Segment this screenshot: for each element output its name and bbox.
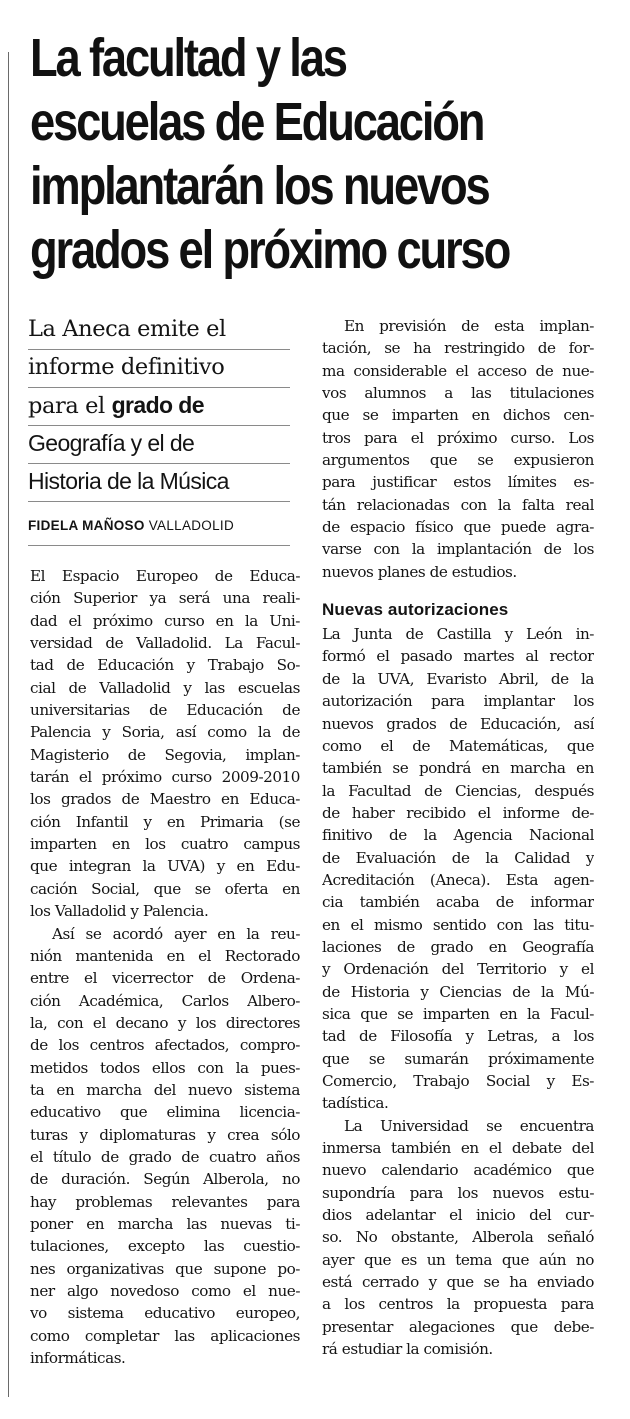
text-line: nuevo calendario académico que	[322, 1161, 594, 1180]
text-line: nuevos planes de estudios.	[322, 562, 517, 581]
text-line: varse con la implantación de los	[322, 540, 594, 559]
text-line: ción Superior ya será una reali-	[30, 589, 300, 608]
text-line: tad de Filosofía y Letras, a los	[322, 1027, 594, 1046]
text-line: de haber recibido el informe de-	[322, 803, 594, 822]
text-line: dios adelantar el inicio del cur-	[322, 1206, 594, 1225]
text-line: los grados de Maestro en Educa-	[30, 790, 300, 809]
lead-line	[28, 464, 290, 502]
text-line: tarán el próximo curso 2009-2010	[30, 768, 300, 787]
text-line: tán relacionadas con la falta real	[322, 495, 594, 514]
text-line: para justificar estos límites es-	[322, 473, 594, 492]
byline-author: FIDELA MAÑOSO	[28, 518, 145, 533]
text-line: que se imparten en dichos cen-	[322, 406, 594, 425]
text-line: dad el próximo curso en la Uni-	[30, 611, 300, 630]
headline-line: escuelas de Educación	[30, 92, 484, 152]
text-line: que se sumarán próximamente	[322, 1049, 594, 1068]
text-line: El Espacio Europeo de Educa-	[30, 567, 300, 585]
text-line: ción Académica, Carlos Albero-	[30, 991, 300, 1010]
text-line: de la UVA, Evaristo Abril, de la	[322, 669, 594, 688]
text-line: también se pondrá en marcha en	[322, 759, 594, 778]
lead-line: La Aneca emite el	[28, 312, 290, 350]
text-line: de los centros afectados, compro-	[30, 1036, 300, 1055]
text-line: nión mantenida en el Rectorado	[30, 946, 300, 965]
headline-line: La facultad y las	[30, 28, 346, 88]
lead-summary	[28, 312, 290, 502]
text-line: tad de Educación y Trabajo So-	[30, 656, 300, 675]
text-line: nes organizativas que supone po-	[30, 1259, 300, 1278]
text-line: Magisterio de Segovia, implan-	[30, 745, 300, 764]
text-line: finitivo de la Agencia Nacional	[322, 826, 594, 845]
lead-sans-text: Geografía y el de	[28, 430, 195, 456]
byline-location: VALLADOLID	[148, 518, 235, 533]
text-line: hay problemas relevantes para	[30, 1192, 300, 1211]
byline	[28, 518, 290, 533]
body-column-2	[322, 315, 594, 1360]
text-line: tación, se ha restringido de for-	[322, 339, 594, 358]
text-line: La Junta de Castilla y León in-	[322, 625, 594, 644]
text-line: rá estudiar la comisión.	[322, 1340, 493, 1359]
body-column-1	[30, 565, 300, 1369]
headline-line: implantarán los nuevos	[30, 156, 489, 216]
text-line: a los centros la propuesta para	[322, 1295, 594, 1314]
lead-text: para el	[28, 393, 112, 419]
text-line: ción Infantil y en Primaria (se	[30, 812, 300, 831]
paragraph	[30, 923, 300, 1370]
byline-rule	[28, 545, 290, 546]
text-line: entre el vicerrector de Ordena-	[30, 969, 300, 988]
text-line: la, con el decano y los directores	[30, 1013, 300, 1032]
text-line: tros para el próximo curso. Los	[322, 428, 594, 447]
text-line: está cerrado y que se ha enviado	[322, 1273, 594, 1292]
text-line: presentar alegaciones que debe-	[322, 1317, 594, 1336]
text-line: Acreditación (Aneca). Esta agen-	[322, 870, 594, 889]
text-line: de Historia y Ciencias de la Mú-	[322, 982, 594, 1001]
text-line: metidos todos ellos con la pues-	[30, 1058, 300, 1077]
text-line: En previsión de esta implan-	[344, 317, 594, 335]
text-line: tadística.	[322, 1094, 389, 1113]
text-line: ner algo novedoso como el nue-	[30, 1282, 300, 1300]
text-line: como el de Matemáticas, que	[322, 736, 594, 755]
text-line: como completar las aplicaciones	[30, 1326, 300, 1345]
text-line: informáticas.	[30, 1349, 126, 1368]
headline-line: grados el próximo curso	[30, 220, 510, 280]
text-line: que integran la UVA) y en Edu-	[30, 857, 300, 876]
lead-line: informe definitivo	[28, 350, 290, 388]
text-line: cia también acaba de informar	[322, 893, 594, 912]
text-line: vo sistema educativo europeo,	[30, 1304, 300, 1323]
text-line: autorización para implantar los	[322, 692, 594, 711]
text-line: universitarias de Educación de	[30, 701, 300, 720]
lead-sans-text: Historia de la Música	[28, 468, 229, 494]
text-line: argumentos que se expusieron	[322, 451, 594, 470]
text-line: de duración. Según Alberola, no	[30, 1170, 300, 1189]
text-line: Palencia y Soria, así como la de	[30, 723, 300, 742]
text-line: poner en marcha las nuevas ti-	[30, 1214, 300, 1233]
text-line: los Valladolid y Palencia.	[30, 902, 209, 921]
section-subheading: Nuevas autorizaciones	[322, 600, 509, 620]
text-line: turas y diplomaturas y crea sólo	[30, 1125, 300, 1144]
text-line: formó el pasado martes al rector	[322, 647, 594, 666]
text-line: en el mismo sentido con las titu-	[322, 915, 594, 934]
text-line: laciones de grado en Geografía	[322, 937, 594, 956]
text-line: ayer que es un tema que aún no	[322, 1250, 594, 1269]
text-line: el título de grado de cuatro años	[30, 1147, 300, 1166]
text-line: y Ordenación del Territorio y el	[322, 960, 594, 979]
paragraph	[322, 315, 594, 583]
text-line: versidad de Valladolid. La Facul-	[30, 634, 300, 653]
text-line: de espacio físico que puede agra-	[322, 518, 594, 537]
paragraph	[30, 565, 300, 923]
left-column-rule	[8, 52, 9, 1397]
text-line: Así se acordó ayer en la reu-	[52, 924, 300, 943]
text-line: inmersa también en el debate del	[322, 1139, 594, 1158]
text-line: la Facultad de Ciencias, después	[322, 781, 594, 800]
text-line: La Universidad se encuentra	[344, 1116, 594, 1135]
headline	[30, 26, 521, 282]
text-line: educativo que elimina licencia-	[30, 1103, 300, 1122]
text-line: vos alumnos a las titulaciones	[322, 384, 594, 403]
text-line: Comercio, Trabajo Social y Es-	[322, 1072, 594, 1090]
text-line: imparten en los cuatro campus	[30, 835, 300, 854]
text-line: cación Social, que se oferta en	[30, 879, 300, 898]
lead-line	[28, 388, 290, 426]
text-line: ta en marcha del nuevo sistema	[30, 1080, 300, 1099]
lead-bold-text: grado de	[111, 392, 204, 418]
text-line: ma considerable el acceso de nue-	[322, 361, 594, 380]
paragraph	[322, 1115, 594, 1361]
text-line: sica que se imparten en la Facul-	[322, 1004, 594, 1023]
text-line: cial de Valladolid y las escuelas	[30, 678, 300, 697]
paragraph	[322, 623, 594, 1115]
lead-line	[28, 426, 290, 464]
text-line: de Evaluación de la Calidad y	[322, 848, 594, 867]
text-line: so. No obstante, Alberola señaló	[322, 1228, 594, 1247]
text-line: nuevos grados de Educación, así	[322, 714, 594, 733]
text-line: tulaciones, excepto las cuestio-	[30, 1237, 300, 1256]
text-line: supondría para los nuevos estu-	[322, 1183, 594, 1202]
